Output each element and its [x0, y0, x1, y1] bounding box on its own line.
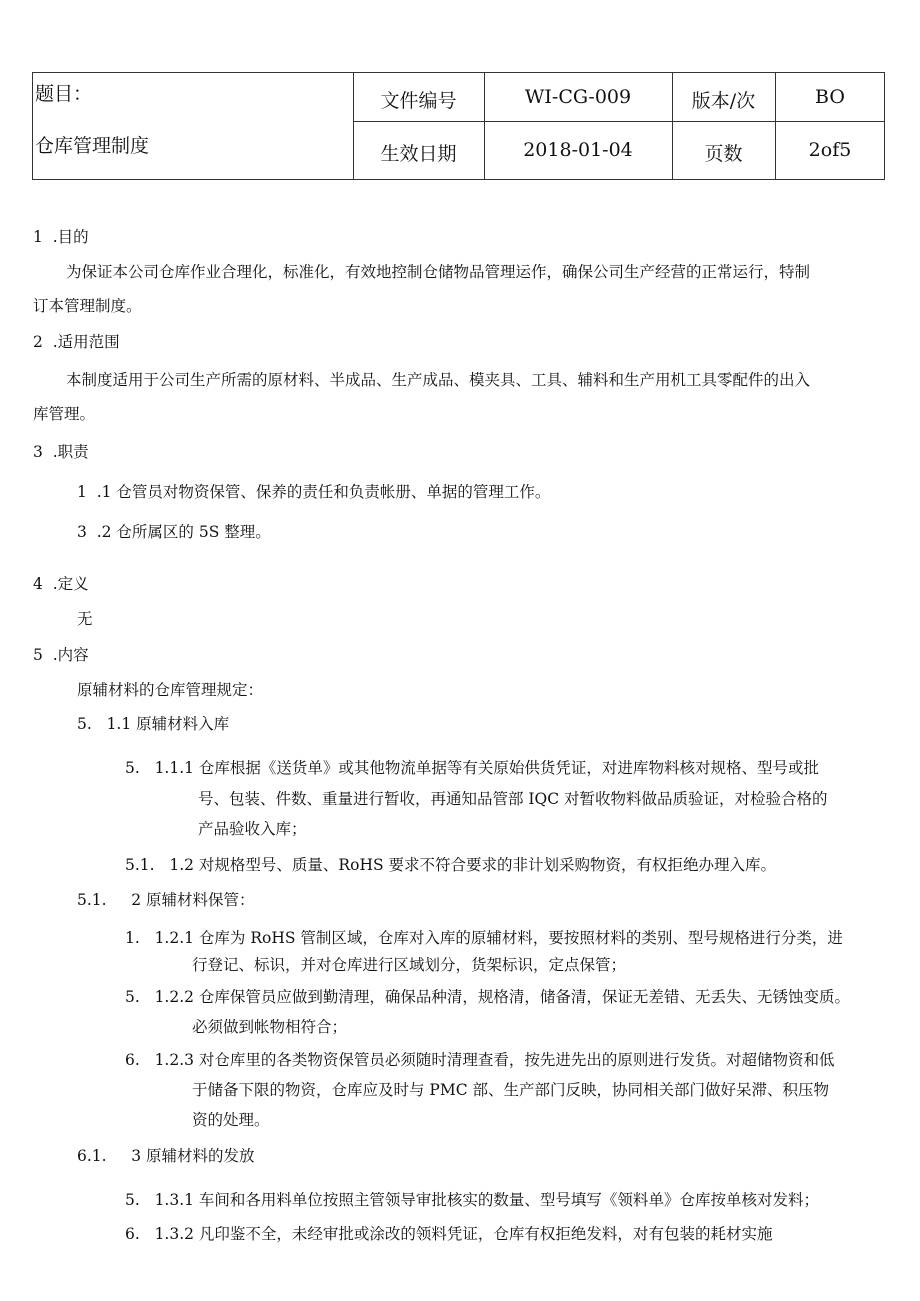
list-item-continuation: 行登记、标识，并对仓库进行区域划分，货架标识，定点保管； [192, 956, 627, 974]
list-item-continuation: 产品验收入库； [198, 820, 307, 838]
paragraph-line: 原辅材料的仓库管理规定： [77, 681, 264, 699]
header-table [32, 72, 885, 180]
effective-date-value: 2018-01-04 [523, 139, 633, 161]
list-item-continuation: 号、包装、件数、重量进行暂收，再通知品管部 IQC 对暂收物料做品质验证，对检验合格的 [198, 790, 828, 808]
doc-no-label: 文件编号 [380, 90, 457, 112]
doc-no-value: WI-CG-009 [524, 86, 632, 108]
list-item: 5. 1.3.1 车间和各用料单位按照主管领导审批核实的数量、型号填写《领料单》仓库按单核对发料； [125, 1191, 819, 1209]
pages-value: 2of5 [808, 139, 852, 161]
section-heading: 4 .定义 [33, 575, 89, 593]
list-item-continuation: 资的处理。 [192, 1111, 270, 1129]
list-item-continuation: 必须做到帐物相符合； [192, 1018, 348, 1036]
section-heading: 3 .职责 [33, 443, 89, 461]
version-value: BO [815, 86, 845, 108]
divider [353, 121, 884, 122]
list-item: 6. 1.2.3 对仓库里的各类物资保管员必须随时清理查看，按先进先出的原则进行发货。对超储物资和低 [125, 1051, 835, 1069]
effective-date-label: 生效日期 [380, 143, 457, 165]
list-item: 3 .2 仓所属区的 5S 整理。 [77, 523, 271, 541]
paragraph-line: 无 [77, 610, 93, 628]
section-heading: 5 .内容 [33, 646, 89, 664]
subsection-heading: 6.1. 3 原辅材料的发放 [77, 1147, 255, 1165]
title-value: 仓库管理制度 [35, 135, 150, 157]
paragraph-line: 为保证本公司仓库作业合理化，标准化，有效地控制仓储物品管理运作，确保公司生产经营的正常运行，特制 [66, 263, 811, 281]
paragraph-line: 库管理。 [33, 405, 96, 423]
subsection-heading: 5.1. 2 原辅材料保管： [77, 891, 255, 909]
section-heading: 1 .目的 [33, 228, 89, 246]
list-item: 5. 1.1.1 仓库根据《送货单》或其他物流单据等有关原始供货凭证，对进库物料核对规格、型号或批 [125, 759, 819, 777]
paragraph-line: 本制度适用于公司生产所需的原材料、半成品、生产成品、模夹具、工具、辅料和生产用机工具零配件的出入 [66, 371, 811, 389]
section-heading: 2 .适用范围 [33, 333, 120, 351]
list-item: 6. 1.3.2 凡印鉴不全，未经审批或涂改的领料凭证，仓库有权拒绝发料，对有包装的耗材实施 [125, 1225, 773, 1243]
version-label: 版本/次 [691, 90, 756, 112]
pages-label: 页数 [704, 143, 743, 165]
subsection-heading: 5. 1.1 原辅材料入库 [77, 715, 230, 733]
list-item-continuation: 于储备下限的物资，仓库应及时与 PMC 部、生产部门反映，协同相关部门做好呆滞、积压物 [192, 1081, 830, 1099]
paragraph-line: 订本管理制度。 [33, 297, 142, 315]
list-item: 1 .1 仓管员对物资保管、保养的责任和负责帐册、单据的管理工作。 [77, 483, 551, 501]
list-item: 1. 1.2.1 仓库为 RoHS 管制区域，仓库对入库的原辅材料，要按照材料的类别、型号规格进行分类，进 [125, 929, 843, 947]
list-item: 5.1. 1.2 对规格型号、质量、RoHS 要求不符合要求的非计划采购物资，有权拒绝办理入库。 [125, 856, 777, 874]
title-label: 题目： [35, 83, 93, 105]
list-item: 5. 1.2.2 仓库保管员应做到勤清理，确保品种清，规格清，储备清，保证无差错、无丢失、无锈蚀变质。 [125, 988, 850, 1006]
